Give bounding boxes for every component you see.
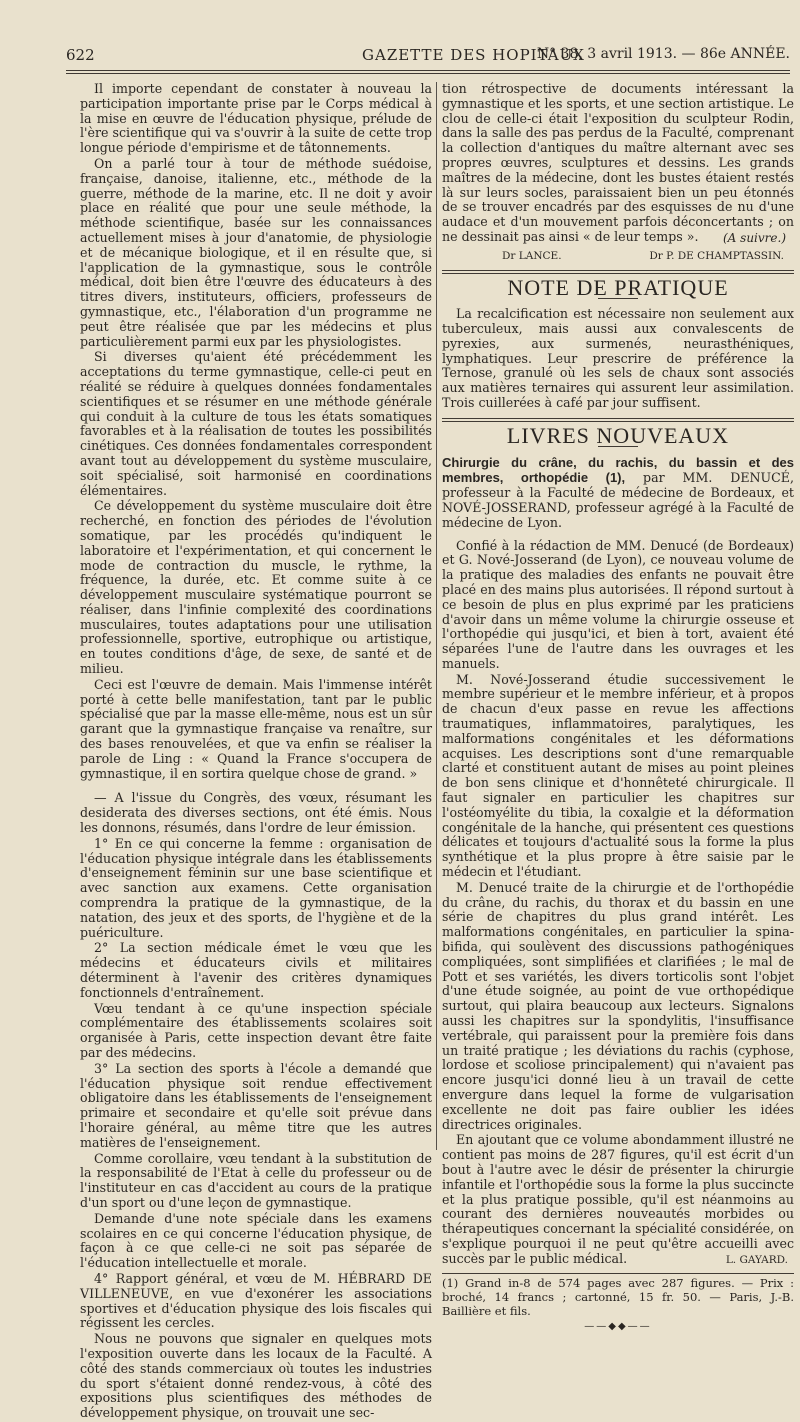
review-signature: L. GAYARD. [725, 1253, 788, 1266]
header-rule [66, 70, 790, 71]
paragraph: Demande d'une note spéciale dans les examens scolaires en ce qui concerne l'éducation physique, de façon à ce que celle-ci ne soit pas séparée de l'éducation intellectuelle et morale. [80, 1210, 432, 1271]
column-divider [436, 82, 437, 1150]
review-paragraph: Confié à la rédaction de MM. Denucé (de Bordeaux) et G. Nové-Josserand (de Lyon), ce nouveau volume de la pratique des maladies des enfants ne pouvait être placé en des mains plus autorisées. Il répond surtout à ce besoin de plus en plus exprimé par les praticiens d'avoir dans un même volume la chirurgie osseuse et l'orthopédie qui jusqu'ici, et bien à tort, avaient été séparées l'une de l'autre dans les ouvrages et les manuels. [442, 537, 794, 671]
paragraph: — A l'issue du Congrès, des vœux, résumant les desiderata des diverses sections, ont été émis. Nous les donnons, résumés, dans l'ordre de leur émission. [80, 790, 432, 836]
issue-info: N° 38, 3 avril 1913. — 86e ANNÉE. [536, 46, 790, 62]
paragraph: Comme corollaire, vœu tendant à la substitution de la responsabilité de l'Etat à celle du professeur ou de l'instituteur en cas d'accident au cours de la pratique d'un sport ou d'une leçon de gymnastique. [80, 1150, 432, 1210]
note-text: La recalcification est nécessaire non seulement aux tuberculeux, mais aussi aux convalescents de pyrexies, aux surmenés, neurasthéniques, lymphatiques. Leur prescrire de préférence la Ternose, granulé où les sels de chaux sont associés aux matières ternaires qui assurent leur assimilation. Trois cuillerées à café par jour suffisent. [442, 306, 794, 410]
book-title: Chirurgie du crâne, du rachis, du bassin et des membres, orthopédie (1), [442, 454, 794, 486]
paragraph: Si diverses qu'aient été précédemment les acceptations du terme gymnastique, celle-ci peut en réalité se réduire à quelques données fondamentales scientifiques et se résumer en une méthode générale qui conduit à la culture de tous les états somatiques favorables et à la réalisation de toutes les possibilités cinétiques. Ces données fondamentales correspondent avant tout au développement du système musculaire, soit spécialisé, soit harmonisé en coordinations élémentaires. [80, 349, 432, 498]
review-paragraph: M. Denucé traite de la chirurgie et de l'orthopédie du crâne, du rachis, du thorax et du bassin en une série de chapitres du plus grand intérêt. Les malformations congénitales, en particulier la spina-bifida, qui soulèvent des discussions pathogéniques compliquées, sont simplifiées et clarifiées ; le mal de Pott et ses variétés, les divers torticolis sont l'objet d'une étude soignée, au point de vue orthopédique surtout, qui plaira beaucoup aux lecteurs. Signalons aussi les chapitres sur la spondylitis, l'insuffisance vertébrale, qui paraissent pour la première fois dans un traité pratique ; les déviations du rachis (cyphose, lordose et scoliose principalement) qui n'avaient pas encore jusqu'ici donné lieu à un travail de cette envergure dans lequel la forme de vulgarisation excellente ne doit pas faire oublier les idées directrices originales. [442, 879, 794, 1132]
right-column [442, 82, 794, 1335]
paragraph: Ceci est l'œuvre de demain. Mais l'immense intérêt porté à cette belle manifestation, tant par le public spécialisé que par la masse elle-même, nous est un sûr garant que la gymnastique française va renaître, sur des bases renouvelées, et que va enfin se réaliser la parole de Ling : « Quand la France s'occupera de gymnastique, il en sortira quelque chose de grand. » [80, 676, 432, 781]
journal-title: GAZETTE DES HOPITAUX [362, 46, 585, 64]
section-rule [442, 418, 794, 422]
books-section-title: LIVRES NOUVEAUX [506, 422, 730, 448]
review-paragraph: M. Nové-Josserand étudie successivement le membre supérieur et le membre inférieur, et à propos de chacun d'eux passe en revue les affections traumatiques, inflammatoires, paralytiques, les malformations congénitales et les déformations acquises. Les descriptions sont d'une remarquable clarté et constituent autant de mises au point pleines de bon sens clinique et d'honnêteté chirurgicale. Il faut signaler en particulier les chapitres sur l'ostéomyélite du tibia, la coxalgie et la déformation congénitale de la hanche, qui présentent ces questions délicates et toujours d'actualité sous la forme la plus synthétique et la plus propre à être saisie par le médecin et l'étudiant. [442, 671, 794, 880]
paragraph: 3° La section des sports à l'école a demandé que l'éducation physique soit rendue effectivement obligatoire dans les établissements de l'enseignement primaire et secondaire et qu'elle soit prévue dans l'horaire général, au même titre que les autres matières de l'enseignement. [80, 1060, 432, 1150]
book-heading [442, 455, 794, 531]
paragraph: 4° Rapport général, et vœu de M. HÉBRARD DE VILLENEUVE, en vue d'exonérer les associations sportives et d'éducation physique des lois fiscales qui régissent les cercles. [80, 1270, 432, 1331]
review-paragraph: En ajoutant que ce volume abondamment illustré ne contient pas moins de 287 figures, qu'il est écrit d'un bout à l'autre avec le désir de présenter la chirurgie infantile et l'orthopédie sous la forme la plus succincte et la plus pratique possible, qu'il est néanmoins au courant des dernières nouveautés morbides ou thérapeutiques concernant la spécialité considérée, on s'explique pourquoi il ne peut qu'être accueilli avec succès par le public médical. [442, 1132, 794, 1266]
paragraph: Nous ne pouvons que signaler en quelques mots l'exposition ouverte dans les locaux de la Faculté. A côté des stands commerciaux où toutes les industries du sport s'étaient donné rendez-vous, à côté des expositions plus scientifiques des méthodes de développement physique, on trouvait une sec- [80, 1331, 432, 1421]
section-rule [442, 270, 794, 274]
paragraph: Il importe cependant de constater à nouveau la participation importante prise par le Corps médical à la mise en œuvre de l'éducation physique, prélude de l'ère scientifique qui va s'ouvrir à la suite de cette trop longue période d'empirisme et de tâtonnements. [80, 81, 432, 156]
note-section-title: NOTE DE PRATIQUE [507, 275, 729, 301]
a-suivre: (A suivre.) [723, 230, 786, 245]
paragraph: Ce développement du système musculaire doit être recherché, en fonction des périodes de l'évolution somatique, par les procédés qu'indiquent le laboratoire et l'expérimentation, et qui concernent le mode de contraction du muscle, le rythme, la fréquence, la durée, etc. Et comme suite à ce développement musculaire systématique pourront se réaliser, dans l'infinie complexité des coordinations musculaires, toutes adaptations pour une utilisation professionnelle, sportive, eutrophique ou artistique, en toutes conditions d'âge, de sexe, de santé et de milieu. [80, 498, 432, 677]
paragraph: 2° La section médicale émet le vœu que les médecins et éducateurs civils et militaires déterminent à l'avenir des critères dynamiques fonctionnels d'entraînement. [80, 940, 432, 1000]
paragraph: On a parlé tour à tour de méthode suédoise, française, danoise, italienne, etc., méthode de la guerre, méthode de la marine, etc. Il ne doit y avoir place en réalité que pour une seule méthode, la méthode scientifique, basée sur les connaissances actuellement mises à jour d'anatomie, de physiologie et de mécanique biologique, et il en résulte que, si l'application de la gymnastique, sous le contrôle médical, doit bien être l'œuvre des éducateurs à des titres divers, instituteurs, officiers, professeurs de gymnastique, etc., l'élaboration d'un programme ne peut être réalisée que par les médecins et plus particulièrement parmi eux par les physiologistes. [80, 155, 432, 349]
article-signatures [442, 249, 794, 264]
author-lance: Dr LANCE. [502, 249, 562, 262]
header-rule-second [66, 73, 790, 74]
author-champtassin: Dr P. DE CHAMPTASSIN. [649, 249, 784, 262]
paragraph: 1° En ce qui concerne la femme : organisation de l'éducation physique intégrale dans les établissements d'enseignement féminin sur une base scientifique et avec sanction aux examens. Cette organisation comprendra la pratique de la gymnastique, de la natation, des jeux et des sports, de l'hygiène et de la puériculture. [80, 835, 432, 940]
ornament: ——◆◆—— [584, 1321, 652, 1333]
left-column [80, 82, 432, 1422]
footnote: (1) Grand in-8 de 574 pages avec 287 figures. — Prix : broché, 14 francs ; cartonné, 15 fr. 50. — Paris, J.-B. Baillière et fils. [442, 1273, 794, 1318]
paragraph: Vœu tendant à ce qu'une inspection spéciale complémentaire des établissements scolaires soit organisée à Paris, cette inspection devant être faite par des médecins. [80, 1000, 432, 1060]
page-header [66, 46, 790, 70]
book-authors: par MM. DENUCÉ, professeur à la Faculté de médecine de Bordeaux, et NOVÉ-JOSSERAND, professeur agrégé à la Faculté de médecine de Lyon. [442, 470, 794, 530]
page-number: 622 [66, 46, 95, 64]
paragraph: tion rétrospective de documents intéressant la gymnastique et les sports, et une section artistique. Le clou de celle-ci était l'exposition du sculpteur Rodin, dans la salle des pas perdus de la Faculté, comprenant la collection d'antiques du maître alternant avec ses propres œuvres, sculptures et dessins. Les grands maîtres de la médecine, dont les bustes étaient restés là sur leurs socles, paraissaient bien un peu étonnés de se trouver encadrés par des esquisses de nu d'une audace et d'un mouvement parfois déconcertants ; on ne dessinait pas ainsi « de leur temps ». [442, 81, 794, 244]
